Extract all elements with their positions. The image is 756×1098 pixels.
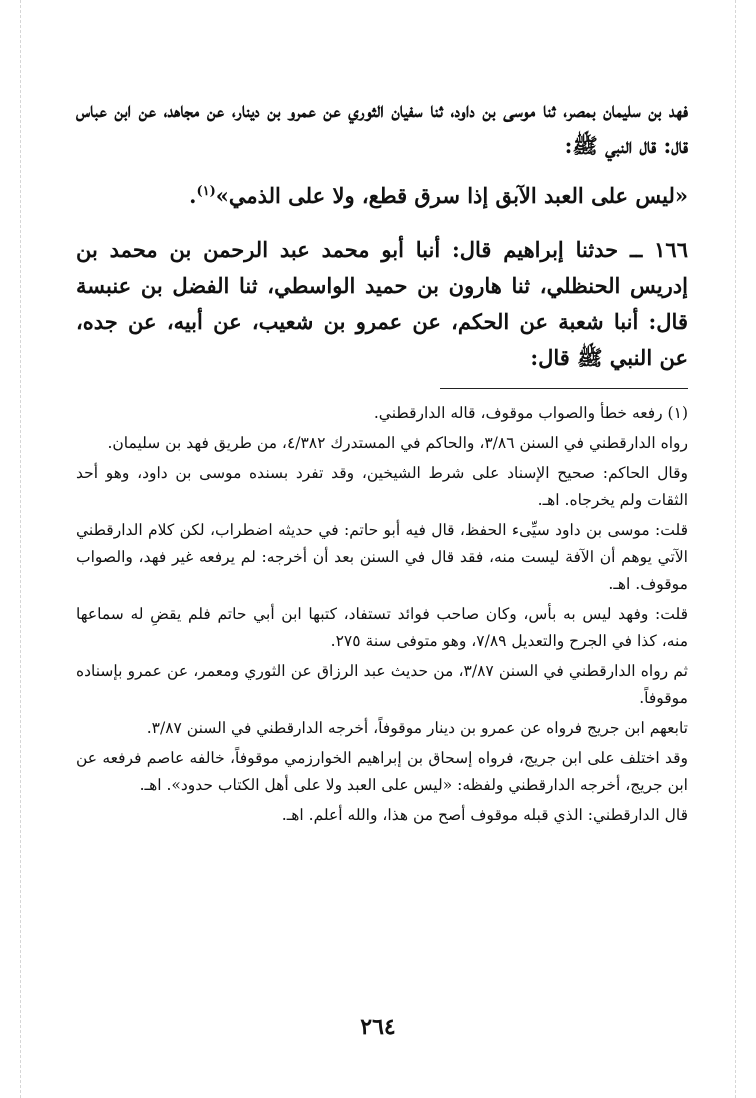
footnote-line: تابعهم ابن جريج فرواه عن عمرو بن دينار موقوفاً، أخرجه الدارقطني في السنن ٣/٨٧. (146, 719, 688, 737)
quote-end: . (189, 183, 197, 208)
footnote-line: قلت: موسى بن داود سيِّىء الحفظ، قال فيه أبو حاتم: في حديثه اضطراب، لكن كلام الدارقطني الآتي يوهم أن الآفة ليست منه، فقد قال في السنن بعد أن أخرجه: لم يرفعه غير فهد، والصواب موقوف. اهـ. (76, 521, 688, 593)
footnote-line: رواه الدارقطني في السنن ٣/٨٦، والحاكم في المستدرك ٤/٣٨٢، من طريق فهد بن سليمان. (107, 434, 688, 452)
main-paragraph-1: فهد بن سليمان بمصر، ثنا موسى بن داود، ثنا سفيان الثوري عن عمرو بن دينار، عن مجاهد، عن ابن عباس قال: قال النبي ﷺ: (76, 97, 688, 158)
main-text (76, 92, 688, 376)
footnote-ref: (١) (196, 184, 216, 199)
hadith-text: حدثنا إبراهيم قال: أنبا أبو محمد عبد الرحمن بن محمد بن إدريس الحنظلي، ثنا هارون بن حميد الواسطي، ثنا الفضل بن عنبسة قال: أنبا شعبة عن الحكم، عن عمرو بن شعيب، عن أبيه، عن جده، عن النبي ﷺ قال: (76, 237, 688, 370)
footnote-line: (١) رفعه خطأ والصواب موقوف، قاله الدارقطني. (373, 404, 688, 422)
footnotes (76, 400, 688, 829)
quote-text: «ليس على العبد الآبق إذا سرق قطع، ولا على الذمي» (215, 183, 688, 208)
hadith-number: ١٦٦ ــ (630, 237, 688, 262)
footnote-line: ثم رواه الدارقطني في السنن ٣/٨٧، من حديث عبد الرزاق عن الثوري ومعمر، عن عمرو بإسناده موقوفاً. (76, 662, 688, 707)
footnote-line: قال الدارقطني: الذي قبله موقوف أصح من هذا، والله أعلم. اهـ. (281, 806, 688, 824)
page-number: ٢٦٤ (360, 1014, 396, 1040)
footnote-line: وقال الحاكم: صحيح الإسناد على شرط الشيخين، وقد تفرد بسنده موسى بن داود، وهو أحد الثقات ولم يخرجاه. اهـ. (76, 464, 688, 509)
margin-guide-left (20, 0, 21, 1098)
hadith-166 (76, 232, 688, 376)
footnote-line: قلت: وفهد ليس به بأس، وكان صاحب فوائد تستفاد، كتبها ابن أبي حاتم فلم يقضِ له سماعها منه، كذا في الجرح والتعديل ٧/٨٩، وهو متوفى سنة ٢٧٥. (76, 605, 688, 650)
footnote-divider (440, 388, 688, 389)
footnote-line: وقد اختلف على ابن جريج، فرواه إسحاق بن إبراهيم الخوارزمي موقوفاً، خالفه عاصم فرفعه عن ابن جريج، أخرجه الدارقطني ولفظه: «ليس على العبد ولا على أهل الكتاب حدود». اهـ. (76, 749, 688, 794)
hadith-quote (76, 178, 688, 214)
margin-guide-right (735, 0, 736, 1098)
